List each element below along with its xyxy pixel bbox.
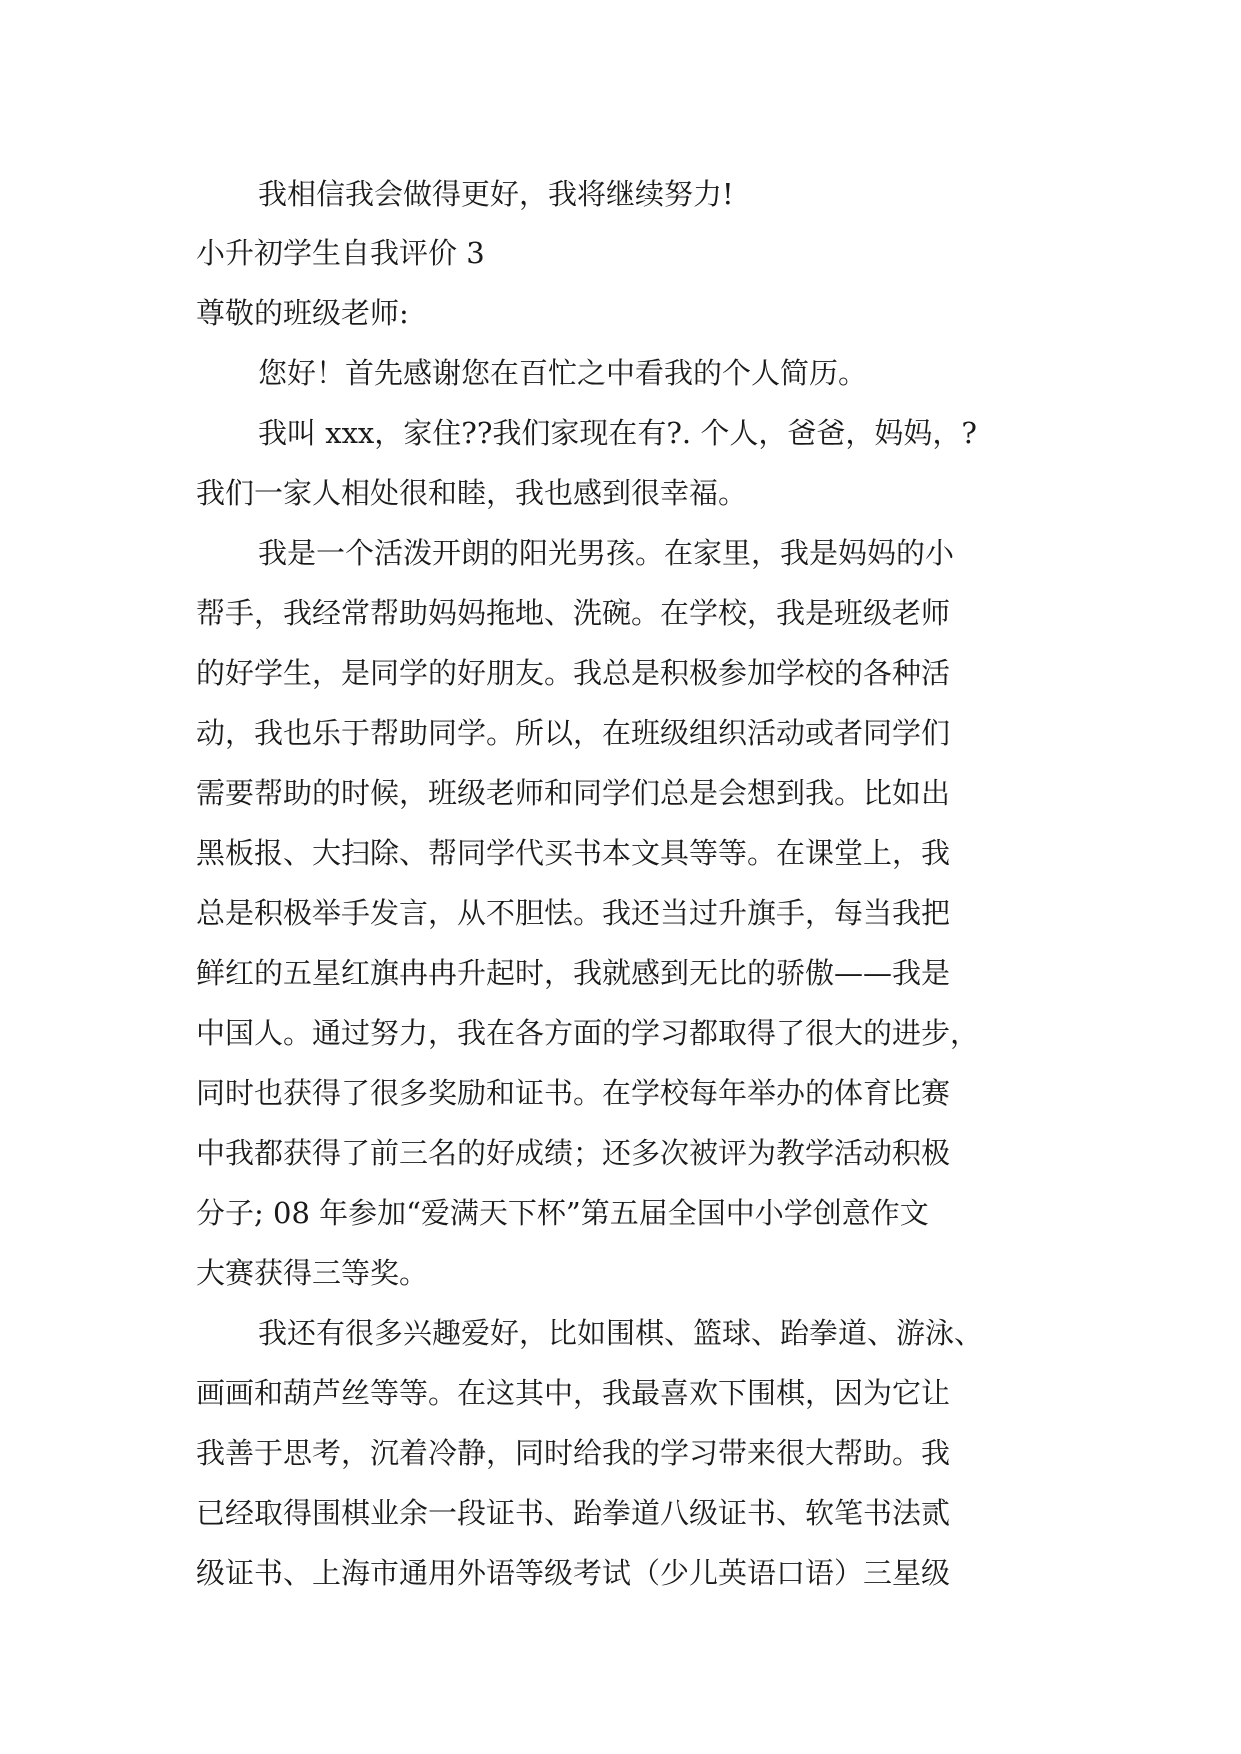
text-line: 中国人。通过努力，我在各方面的学习都取得了很大的进步， (196, 1016, 980, 1050)
text-line: 黑板报、大扫除、帮同学代买书本文具等等。在课堂上，我 (196, 836, 951, 870)
document-body (196, 164, 1054, 1603)
text-line: 画画和葫芦丝等等。在这其中，我最喜欢下围棋，因为它让 (196, 1376, 951, 1410)
text-line: 我是一个活泼开朗的阳光男孩。在家里，我是妈妈的小 (258, 536, 955, 570)
text-line: 我们一家人相处很和睦，我也感到很幸福。 (196, 476, 748, 510)
section-heading: 小升初学生自我评价 3 (196, 236, 485, 270)
text-line: 总是积极举手发言，从不胆怯。我还当过升旗手，每当我把 (196, 896, 951, 930)
text-line: 我相信我会做得更好，我将继续努力! (258, 177, 734, 211)
text-line: 级证书、上海市通用外语等级考试（少儿英语口语）三星级 (196, 1556, 951, 1590)
text-line: 我善于思考，沉着冷静，同时给我的学习带来很大帮助。我 (196, 1436, 951, 1470)
text-line: 鲜红的五星红旗冉冉升起时，我就感到无比的骄傲——我是 (196, 956, 951, 990)
text-line: 需要帮助的时候，班级老师和同学们总是会想到我。比如出 (196, 776, 951, 810)
text-line: 我叫 xxx，家住??我们家现在有?. 个人，爸爸，妈妈，? (258, 416, 977, 450)
text-line: 大赛获得三等奖。 (196, 1256, 429, 1290)
text-line: 我还有很多兴趣爱好，比如围棋、篮球、跆拳道、游泳、 (258, 1316, 984, 1350)
text-line: 动，我也乐于帮助同学。所以，在班级组织活动或者同学们 (196, 716, 951, 750)
text-line: 的好学生，是同学的好朋友。我总是积极参加学校的各种活 (196, 656, 951, 690)
text-line: 同时也获得了很多奖励和证书。在学校每年举办的体育比赛 (196, 1076, 951, 1110)
text-line: 分子; 08 年参加“爱满天下杯”第五届全国中小学创意作文 (196, 1196, 929, 1230)
text-line: 中我都获得了前三名的好成绩；还多次被评为教学活动积极 (196, 1136, 951, 1170)
text-line: 帮手，我经常帮助妈妈拖地、洗碗。在学校，我是班级老师 (196, 596, 951, 630)
salutation: 尊敬的班级老师: (196, 296, 409, 330)
text-line: 已经取得围棋业余一段证书、跆拳道八级证书、软笔书法贰 (196, 1496, 951, 1530)
text-line: 您好！首先感谢您在百忙之中看我的个人简历。 (258, 356, 868, 390)
